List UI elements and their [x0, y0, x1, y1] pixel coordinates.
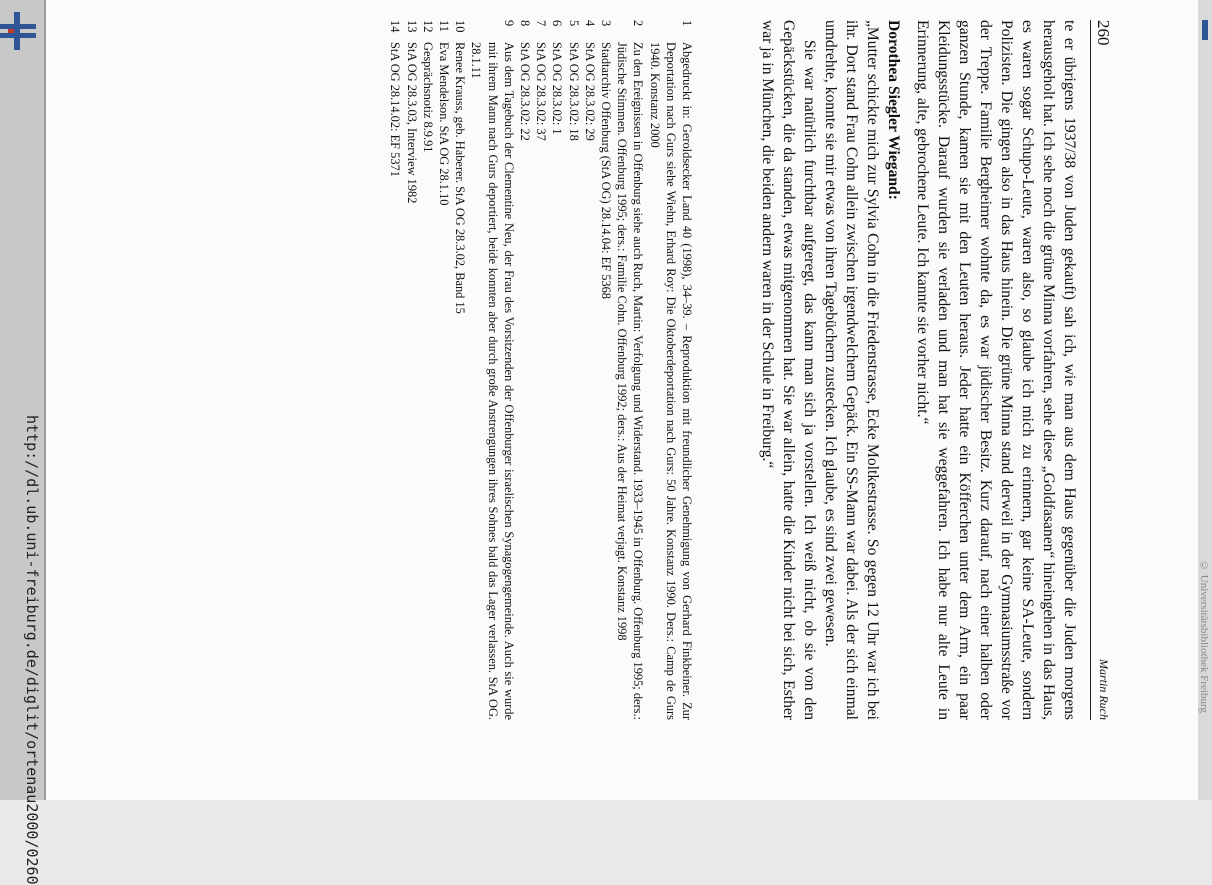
viewer-right-edge: [1198, 0, 1212, 800]
paragraph-intro: te er übrigens 1937/38 von Juden gekauft) sah ich, wie man aus dem Haus gegenüber die Juden morgens herausgeholt hat. Ich sehe noch die grüne Minna vorfahren, sehe diese „Goldfasanen“ hineingehen in das Haus, es waren sogar Schupo-Leute, waren also, so glaube ich mich zu erinnern, gar keine SA-Leute, sondern Polizisten. Die gingen also in das Haus hinein. Die grüne Minna stand derweil in der Gymnasiumsstraße vor der Treppe. Familie Bergheimer wohnte da, es war jüdischer Besitz. Kurz darauf, nach einer halben oder ganzen Stunde, kamen sie mit den Leuten heraus. Jeder hatte ein Köfferchen unter dem Arm, ein paar Kleidungsstücke. Darauf wurden sie verladen und man hat sie weggefahren. Ich habe nur alte Leute in Erinnerung, alte, gebrochene Leute. Ich kannte sie vorher nicht.“: [914, 20, 1078, 720]
footnote-text: StA OG 28.14.02: EF 5371: [388, 42, 403, 177]
footnote-text: StA OG 28.3.02: 18: [566, 42, 581, 141]
footnote-number: 1: [680, 20, 694, 27]
footnote-text: Abgedruckt in: Geroldsecker Land 40 (1998), 34–39. – Reproduktion mit freundlicher Genehmigung von Gerhard Finkbeiner. Zur Deportation nach Gurs siehe Wiehn, Erhard Roy: Die Oktoberdeportation nach Gurs: 50 Jahre. Konstanz 1990. Ders.: Camp de Gurs 1940. Konstanz 2000: [647, 42, 694, 720]
footnote-text: Zu den Ereignissen in Offenburg siehe auch Ruch, Martin: Verfolgung und Widerstand. 1933–1945 in Offenburg. Offenburg 1995; ders.: Jüdische Stimmen. Offenburg 1995; ders.: Familie Cohn. Offenburg 1992; ders.: Aus der Heimat verjagt. Konstanz 1998: [615, 42, 646, 721]
viewer-left-band: [0, 0, 46, 885]
section-heading: Dorothea Siegler Wiegand:: [885, 20, 902, 200]
footnote-number: 4: [582, 20, 597, 27]
footnote-text: Eva Mendelson. StA OG 28.1.10: [436, 42, 451, 206]
footnote-item: [549, 20, 565, 720]
footnote-item: [614, 20, 646, 720]
scrollbar-marker-icon: [1200, 20, 1210, 40]
footnote-item: [533, 20, 549, 720]
paragraph-continuation: Sie war natürlich furchtbar aufgeregt, das kann man sich ja vorstellen. Ich weiß nicht, ob sie von den Gepäckstücken, die da standen, etwas mitgenommen hat. Sie war allein, hatte die Kinder nicht bei sich, Esther war ja in München, die beiden andern waren in der Schule in Freiburg.“: [759, 20, 818, 720]
footnote-number: 10: [453, 20, 468, 33]
footnote-number: 3: [598, 20, 613, 27]
footnote-item: [582, 20, 598, 720]
footnote-item: [565, 20, 581, 720]
footnotes: [387, 20, 695, 720]
footnote-number: 14: [388, 20, 403, 33]
footnote-item: [387, 20, 403, 720]
footnote-text: Gesprächsnotiz 8.9.91: [420, 42, 435, 153]
footnote-item: [403, 20, 419, 720]
paragraph-quote: „Mutter schickte mich zur Sylvia Cohn in die Friedenstrasse, Ecke Moltkestrasse. So gegen 12 Uhr war ich bei ihr. Dort stand Frau Cohn allein zwischen irgendwelchem Gepäck. Ein SS-Mann war dabei. Als der sich einmal umdrehte, konnte sie mir etwas von ihren Tagebüchern zustecken. Ich glaube, es sind zwei gewesen.: [822, 20, 881, 720]
page-number: 260: [1094, 20, 1113, 46]
footnote-item: [598, 20, 614, 720]
library-logo-icon: [0, 12, 40, 52]
footnote-text: Stadtarchiv Offenburg (StA OG) 28.14.04: EF 5368: [598, 42, 613, 299]
footnote-number: 8: [517, 20, 532, 27]
watermark-url: http://dl.ub.uni-freiburg.de/diglit/ortenau2000/0260: [23, 415, 41, 885]
footnote-number: 5: [566, 20, 581, 27]
running-head-author: Martin Ruch: [1097, 659, 1111, 720]
page-content: [115, 20, 1115, 720]
footnote-number: 13: [404, 20, 419, 33]
footnote-text: StA OG 28.3.02: 37: [534, 42, 549, 141]
footnote-number: 7: [534, 20, 549, 27]
footnote-text: StA OG 28.3.02: 22: [517, 42, 532, 141]
footnote-text: StA OG 28.3.02: 1: [550, 42, 565, 135]
footnote-number: 6: [550, 20, 565, 27]
footnote-text: StA OG 28.3.02: 29: [582, 42, 597, 141]
footnote-text: Aus dem Tagebuch der Clementine Neu, der Frau des Vorsitzenden der Offenburger israelischen Synagogengemeinde. Auch sie wurde mit ihrem Mann nach Gurs deportiert, beide konnten aber durch große Anstrengungen ihres Sohnes bald das Lager verlassen. StA OG. 28.1.11: [469, 42, 516, 720]
footnote-text: StA OG 28.3.03, Interview 1982: [404, 42, 419, 204]
footnote-item: [468, 20, 517, 720]
footnote-item: [646, 20, 695, 720]
body-text: [757, 20, 1080, 720]
right-edge-watermark: © Universitätsbibliothek Freiburg: [1198, 560, 1210, 713]
footnote-number: 2: [631, 20, 646, 27]
footnote-item: [452, 20, 468, 720]
footnote-number: 9: [501, 20, 516, 27]
footnote-item: [436, 20, 452, 720]
footnote-number: 11: [436, 20, 451, 32]
footnote-text: Renee Krauss, geb. Haberer. StA OG 28.3.02, Band 15: [453, 42, 468, 314]
footnote-number: 12: [420, 20, 435, 33]
footnote-item: [420, 20, 436, 720]
page-header: [1090, 20, 1115, 720]
footnote-item: [517, 20, 533, 720]
